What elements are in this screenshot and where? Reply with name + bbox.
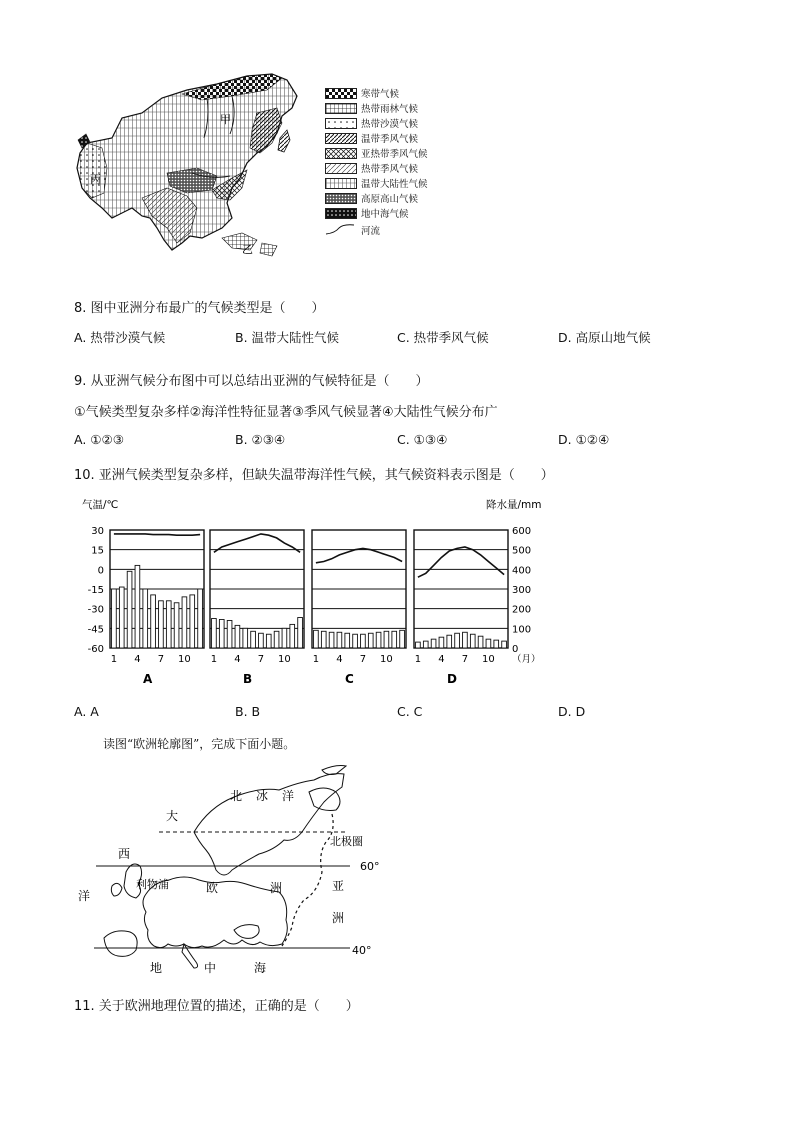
climate-panel-a <box>110 530 204 686</box>
precip-axis-title: 降水量/mm <box>486 499 542 511</box>
q10-option-a[interactable]: A. A <box>74 704 99 719</box>
crosshatch-pattern-icon <box>325 148 357 159</box>
precip-bar <box>329 632 334 648</box>
precip-bar <box>182 597 187 648</box>
q8-option-b[interactable]: B. 温带大陆性气候 <box>235 330 340 345</box>
precip-bar <box>143 589 148 648</box>
precip-bar <box>392 631 397 648</box>
legend-label: 寒带气候 <box>361 89 400 100</box>
q9-option-a[interactable]: A. ①②③ <box>74 432 124 447</box>
label-liverpool: 利物浦 <box>136 878 169 891</box>
precip-bar <box>166 601 171 648</box>
legend-label: 亚热带季风气候 <box>361 149 428 160</box>
month-unit-label: （月） <box>512 654 541 665</box>
month-tick-label: 10 <box>278 654 291 665</box>
temperature-line <box>316 548 402 562</box>
precip-bar <box>478 636 483 648</box>
label-asia-2: 洲 <box>332 911 345 925</box>
vertical-pattern-icon <box>325 178 357 189</box>
precip-bar <box>266 634 271 648</box>
black-dots-pattern-icon <box>325 208 357 219</box>
asia-climate-map <box>72 68 302 280</box>
legend-label: 地中海气候 <box>361 209 409 220</box>
precip-bar <box>190 595 195 648</box>
legend-label: 温带季风气候 <box>361 134 419 145</box>
diagonal-light-pattern-icon <box>325 163 357 174</box>
precip-bar <box>416 642 421 648</box>
month-tick-label: 4 <box>134 654 141 665</box>
precip-bar <box>494 640 499 648</box>
precip-bar <box>174 603 179 648</box>
precip-tick-label: 500 <box>512 545 532 557</box>
temp-tick-label: -30 <box>87 604 104 616</box>
month-tick-label: 4 <box>336 654 343 665</box>
q10-option-d[interactable]: D. D <box>558 704 586 719</box>
precip-bar <box>376 632 381 648</box>
precip-bar <box>112 589 117 648</box>
q10-option-b[interactable]: B. B <box>235 704 261 719</box>
month-tick-label: 7 <box>157 654 165 665</box>
legend-label: 热带雨林气候 <box>361 104 419 115</box>
precip-bar <box>502 641 507 648</box>
label-lat-40: 40° <box>352 944 372 957</box>
label-arctic-circle: 北极圈 <box>330 835 363 848</box>
q10-option-c[interactable]: C. C <box>397 704 423 719</box>
question-8-stem: 8. 图中亚洲分布最广的气候类型是（ ） <box>74 301 325 316</box>
label-arctic-2: 冰 <box>256 789 269 803</box>
climate-charts-svg <box>80 494 550 694</box>
precip-tick-label: 200 <box>512 604 532 616</box>
precip-bar <box>368 633 373 648</box>
europe-intro: 读图“欧洲轮廓图”，完成下面小题。 <box>103 737 296 751</box>
q9-option-c[interactable]: C. ①③④ <box>397 432 448 447</box>
legend-label: 温带大陆性气候 <box>361 179 428 190</box>
month-tick-label: 4 <box>234 654 241 665</box>
label-europe-2: 洲 <box>270 881 283 895</box>
temp-tick-label: 0 <box>97 565 104 577</box>
q8-option-d[interactable]: D. 高原山地气候 <box>558 330 651 345</box>
label-bing: 丙 <box>90 173 101 186</box>
precip-bar <box>251 631 256 648</box>
climate-panel-b <box>210 530 304 686</box>
climate-charts-figure <box>80 494 550 694</box>
europe-map-graphic <box>74 762 394 982</box>
precip-tick-label: 0 <box>512 644 519 655</box>
precip-bar <box>447 635 452 648</box>
precip-bar <box>321 631 326 648</box>
q8-option-a[interactable]: A. 热带沙漠气候 <box>74 330 166 345</box>
temp-tick-label: -60 <box>87 644 104 655</box>
month-tick-label: 10 <box>178 654 191 665</box>
diagonal-pattern-icon <box>325 133 357 144</box>
precip-bar <box>212 619 217 649</box>
precip-tick-label: 300 <box>512 585 532 596</box>
precip-bar <box>259 633 264 648</box>
temperature-line <box>418 547 504 577</box>
question-11-stem: 11. 关于欧洲地理位置的描述，正确的是（ ） <box>74 999 359 1014</box>
dense-pattern-icon <box>325 193 357 204</box>
temp-axis-ticks <box>88 526 104 655</box>
europe-asia-boundary <box>282 814 333 946</box>
label-med-3: 海 <box>254 961 267 975</box>
month-tick-label: 7 <box>461 654 469 665</box>
label-yi: 乙 <box>242 243 253 256</box>
precip-bar <box>470 634 475 648</box>
precip-bar <box>227 620 232 648</box>
month-tick-label: 4 <box>438 654 445 665</box>
precip-tick-label: 100 <box>512 624 532 636</box>
month-tick-label: 10 <box>380 654 393 665</box>
precip-bar <box>127 571 132 648</box>
precip-bar <box>159 601 164 648</box>
temperature-line <box>114 534 200 535</box>
legend-label: 高原高山气候 <box>361 194 419 205</box>
asia-map-legend <box>325 86 445 246</box>
label-atlantic-3: 洋 <box>78 889 91 903</box>
precip-bar <box>298 618 303 648</box>
q9-option-d[interactable]: D. ①②④ <box>558 432 610 447</box>
temp-axis-title: 气温/℃ <box>82 499 119 511</box>
precip-bar <box>151 595 156 648</box>
panel-label: C <box>345 672 354 686</box>
month-tick-label: 7 <box>257 654 265 665</box>
precip-bar <box>314 630 319 648</box>
climate-panel-c <box>312 530 406 686</box>
precip-tick-label: 400 <box>512 565 532 577</box>
label-atlantic-2: 西 <box>118 847 131 861</box>
precip-bar <box>400 630 405 648</box>
precip-bar <box>361 634 366 648</box>
precip-bar <box>235 625 240 648</box>
grid-pattern-icon <box>325 103 357 114</box>
dots-pattern-icon <box>325 118 357 129</box>
precip-bar <box>353 634 358 648</box>
month-tick-label: 7 <box>359 654 367 665</box>
precip-bar <box>439 637 444 648</box>
label-med-2: 中 <box>204 961 217 975</box>
question-9-stem: 9. 从亚洲气候分布图中可以总结出亚洲的气候特征是（ ） <box>74 374 429 389</box>
month-tick-label: 1 <box>210 654 218 665</box>
precip-bar <box>290 624 295 648</box>
climate-panels <box>110 530 541 686</box>
precip-bar <box>243 628 248 648</box>
q8-option-c[interactable]: C. 热带季风气候 <box>397 330 489 345</box>
temp-tick-label: -15 <box>87 585 104 596</box>
precip-bar <box>486 639 491 648</box>
precip-bar <box>384 631 389 648</box>
river-line-icon <box>325 223 355 235</box>
precip-axis-ticks <box>512 526 531 655</box>
label-lat-60: 60° <box>360 860 380 873</box>
label-arctic-3: 洋 <box>282 789 295 803</box>
precip-bar <box>219 619 224 648</box>
temp-tick-label: -45 <box>87 624 104 636</box>
temp-tick-label: 15 <box>91 545 104 557</box>
checker-pattern-icon <box>325 88 357 99</box>
month-tick-label: 1 <box>312 654 320 665</box>
label-atlantic-1: 大 <box>166 809 179 823</box>
legend-label: 热带沙漠气候 <box>361 119 419 130</box>
precip-bar <box>345 633 350 648</box>
precip-bar <box>135 565 140 648</box>
month-tick-label: 1 <box>414 654 422 665</box>
precip-bar <box>423 641 428 648</box>
precip-bar <box>455 633 460 648</box>
label-arctic-1: 北 <box>230 789 243 803</box>
label-jia: 甲 <box>220 113 231 126</box>
question-10-stem: 10. 亚洲气候类型复杂多样，但缺失温带海洋性气候，其气候资料表示图是（ ） <box>74 468 554 483</box>
precip-tick-label: 600 <box>512 526 532 537</box>
panel-label: B <box>243 672 253 686</box>
label-asia-1: 亚 <box>332 879 345 893</box>
month-tick-label: 1 <box>110 654 118 665</box>
precip-bar <box>198 589 203 648</box>
panel-label: A <box>143 672 153 686</box>
month-tick-label: 10 <box>482 654 495 665</box>
precip-bar <box>274 631 279 648</box>
precip-bar <box>119 587 124 648</box>
legend-label: 河流 <box>361 226 381 237</box>
precip-bar <box>282 628 287 648</box>
legend-label: 热带季风气候 <box>361 164 419 175</box>
label-europe-1: 欧 <box>206 881 219 895</box>
asia-map-graphic <box>72 68 302 280</box>
precip-bar <box>463 632 468 648</box>
precip-bar <box>431 639 436 648</box>
label-med-1: 地 <box>150 961 163 975</box>
europe-outline-map <box>74 762 394 982</box>
panel-label: D <box>447 672 457 686</box>
temp-tick-label: 30 <box>91 526 104 537</box>
precip-bar <box>337 632 342 648</box>
climate-panel-d <box>414 530 508 686</box>
q9-option-b[interactable]: B. ②③④ <box>235 432 286 447</box>
question-9-statements: ①气候类型复杂多样②海洋性特征显著③季风气候显著④大陆性气候分布广 <box>74 405 498 420</box>
